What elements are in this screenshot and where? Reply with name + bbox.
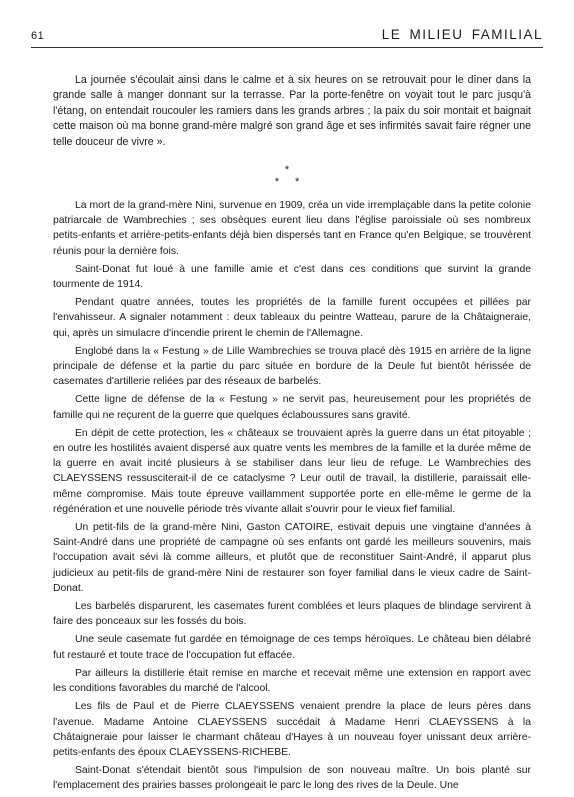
paragraph: Englobé dans la « Festung » de Lille Wambrechies se trouva placé dès 1915 en arrière de la ligne principale de défense et la partie du parc située en bordure de la Deule fut bientôt hérissée de casemates d'artillerie reliées par des réseaux de barbelés. (53, 345, 531, 388)
page-header (31, 24, 543, 48)
intro-quote (53, 73, 531, 153)
paragraph: Pendant quatre années, toutes les propriétés de la famille furent occupées et pillées par l'envahisseur. A signaler notamment : deux tableaux du peintre Watteau, parure de la Châtaigneraie, qui, après un simulacre d'incendie prirent le chemin de l'Allemagne. (53, 297, 531, 339)
section-separator (0, 164, 574, 188)
paragraph: Saint-Donat s'étendait bientôt sous l'impulsion de son nouveau maître. Un bois planté sur l'emplacement des prairies basses prolongeait le parc le long des rives de la Deule. Une (53, 765, 531, 792)
paragraph: Par ailleurs la distillerie était remise en marche et recevait même une extension en rapport avec les conditions favorables du marché de l'alcool. (53, 667, 531, 695)
paragraph: Une seule casemate fut gardée en témoignage de ces temps héroïques. Le château bien délabré fut restauré et toute trace de l'occupation fut effacée. (53, 634, 531, 661)
paragraph: En dépit de cette protection, les « châteaux se trouvaient après la guerre dans un état pitoyable ; en outre les hostilités avaient dispersé aux quatre vents les membres de la famille et la durée même de la guerre en avait incité plusieurs à se stabiliser dans leur lieu de refuge. Le Wambrechies des CLAEYSSENS ressusciterait-il de ce cataclysme ? Leur outil de travail, la distillerie, paraissait elle-même compromise. Mais toute épreuve vaillamment supportée porte en elle-même le germe de la régénération et une nouvelle période très vivante allait s'ouvrir pour le vieux fief familial. (53, 427, 531, 515)
paragraph: Cette ligne de défense de la « Festung » ne servit pas, heureusement pour les propriétés de famille qui ne reçurent de la guerre que quelques éclaboussures sans gravité. (53, 394, 531, 421)
paragraph: Les fils de Paul et de Pierre CLAEYSSENS venaient prendre la place de leurs pères dans l'avenue. Madame Antoine CLAEYSSENS succédait à Madame Henri CLAEYSSENS à la Châtaigneraie pour laisser le charmant château d'Hayes à un nouveau foyer unissant deux arrière-petits-enfants des époux CLAEYSSENS-RICHEBE. (53, 701, 531, 758)
paragraph: La journée s'écoulait ainsi dans le calme et à six heures on se retrouvait pour le dîner dans la grande salle à manger donnant sur la terrasse. Par la porte-fenêtre on voyait tout le parc jusqu'à l'étang, on entendait roucouler les ramiers dans les grands arbres ; la paix du soir montait et baignait cette maison où ma bonne grand-mère malgré son grand âge et ses infirmités savait faire régner une telle douceur de vivre ». (53, 74, 531, 148)
paragraph: Un petit-fils de la grand-mère Nini, Gaston CATOIRE, estivait depuis une vingtaine d'années à Saint-André dans une propriété de campagne où ses enfants ont gardé les meilleurs souvenirs, mais l'occupation avait sévi là comme ailleurs, et plutôt que de reconstituer Saint-André, il apparut plus judicieux au petit-fils de grand-mère Nini de restaurer son foyer familial dans le vieux cadre de Saint-Donat. (53, 522, 531, 594)
page-number: 61 (31, 30, 45, 42)
paragraph: La mort de la grand-mère Nini, survenue en 1909, créa un vide irremplaçable dans la petite colonie patriarcale de Wambrechies ; ses obsèques eurent lieu dans l'église paroissiale où ses nombreux petits-enfants et arrière-petits-enfants déjà bien dispersés tant en France qu'en Belgique, se trouvèrent réunis pour la dernière fois. (53, 200, 531, 257)
header-rule (31, 47, 543, 48)
separator-star-top: * (284, 164, 290, 176)
paragraph: Les barbelés disparurent, les casemates furent comblées et leurs plaques de blindage servirent à faire des ponceaux sur les fossés du bois. (53, 601, 531, 628)
body-text (53, 198, 531, 797)
paragraph: Saint-Donat fut loué à une famille amie et c'est dans ces conditions que survint la grande tourmente de 1914. (53, 263, 531, 291)
running-title: LE MILIEU FAMILIAL (381, 27, 543, 42)
separator-stars-bottom: ** (274, 176, 316, 188)
